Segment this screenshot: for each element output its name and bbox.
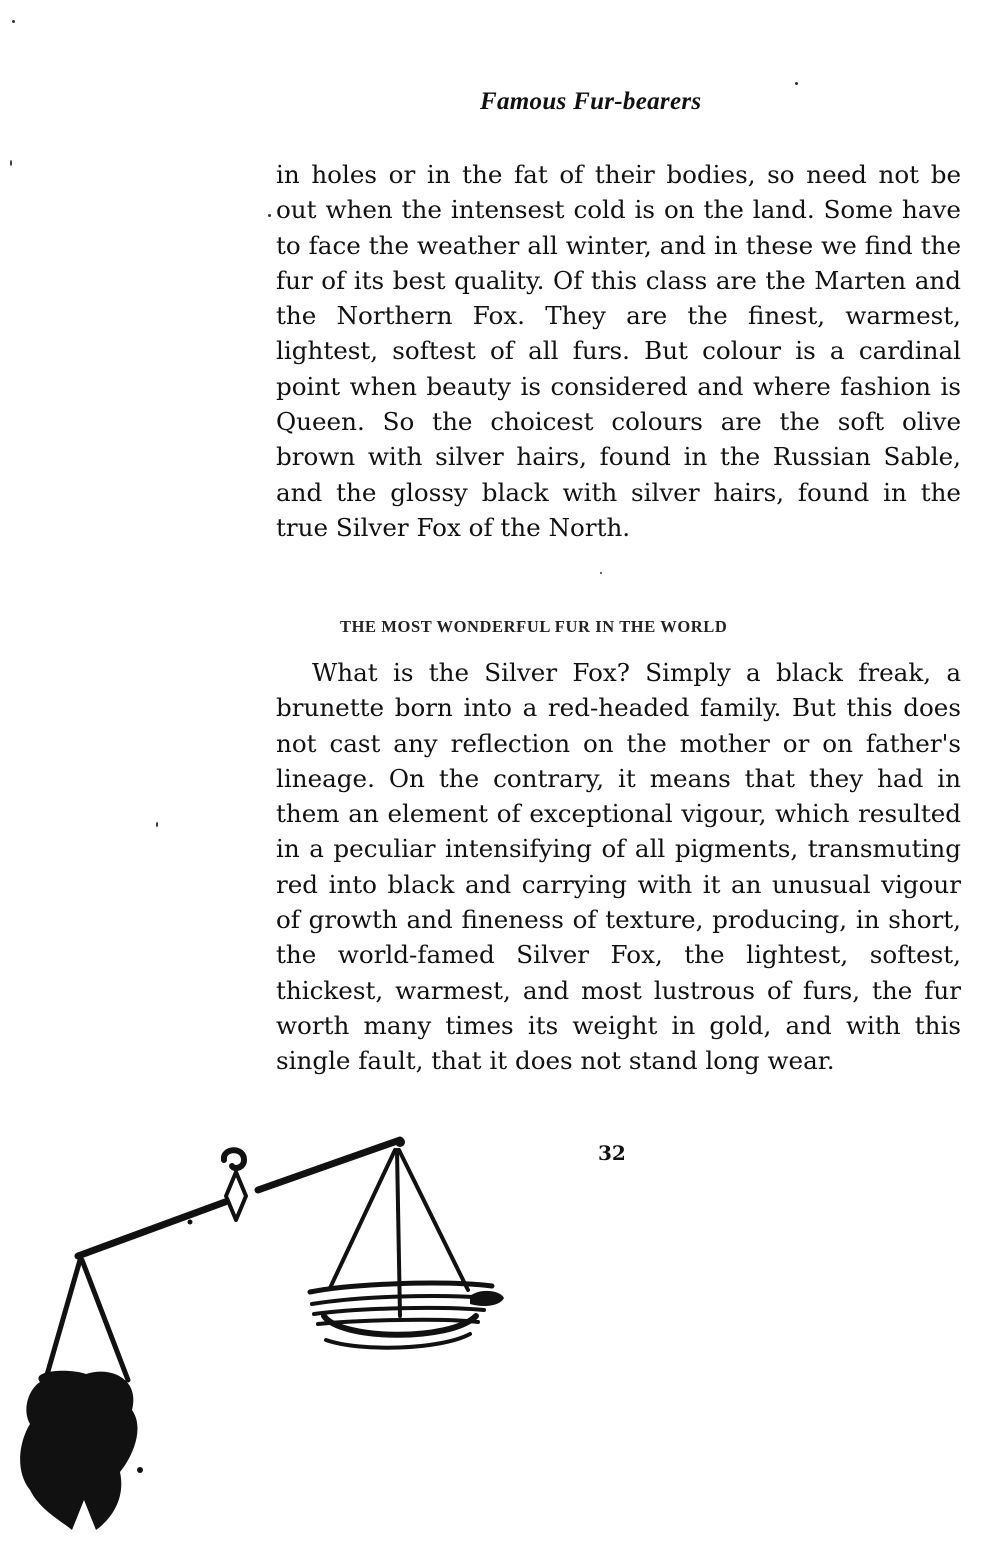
running-head: Famous Fur-bearers [480,88,702,115]
balance-scale-icon [0,1120,620,1542]
ink-speck [268,214,271,217]
ink-speck [156,822,158,827]
ink-speck [600,572,602,574]
paragraph-2: What is the Silver Fox? Simply a black freak, a brunette born into a red-headed family. But this does not cast any reflection on the mother or on father's lineage. On the contrary, it means that they had in them an element of exceptional vigour, which resulted in a peculiar intensifying of all pigments, transmuting red into black and carrying with it an unusual vigour of growth and fineness of texture, producing, in short, the world-famed Silver Fox, the lightest, softest, thickest, warmest, and most lustrous of furs, the fur worth many times its weight in gold, and with this single fault, that it does not stand long wear. [276,658,961,1076]
ink-speck [795,82,798,85]
ink-speck [10,160,12,166]
ink-speck [12,20,15,23]
paragraph-1: in holes or in the fat of their bodies, so need not be out when the intensest cold is on the land. Some have to face the weather all winter, and in these we find the fur of its best quality. Of this class are the Marten and the Northern Fox. They are the finest, warmest, lightest, softest of all furs. But colour is a cardinal point when beauty is considered and where fashion is Queen. So the choicest colours are the soft olive brown with silver hairs, found in the Russian Sable, and the glossy black with silver hairs, found in the true Silver Fox of the North. [276,160,961,542]
page-number: 32 [598,1141,626,1165]
section-heading: THE MOST WONDERFUL FUR IN THE WORLD [340,617,728,636]
